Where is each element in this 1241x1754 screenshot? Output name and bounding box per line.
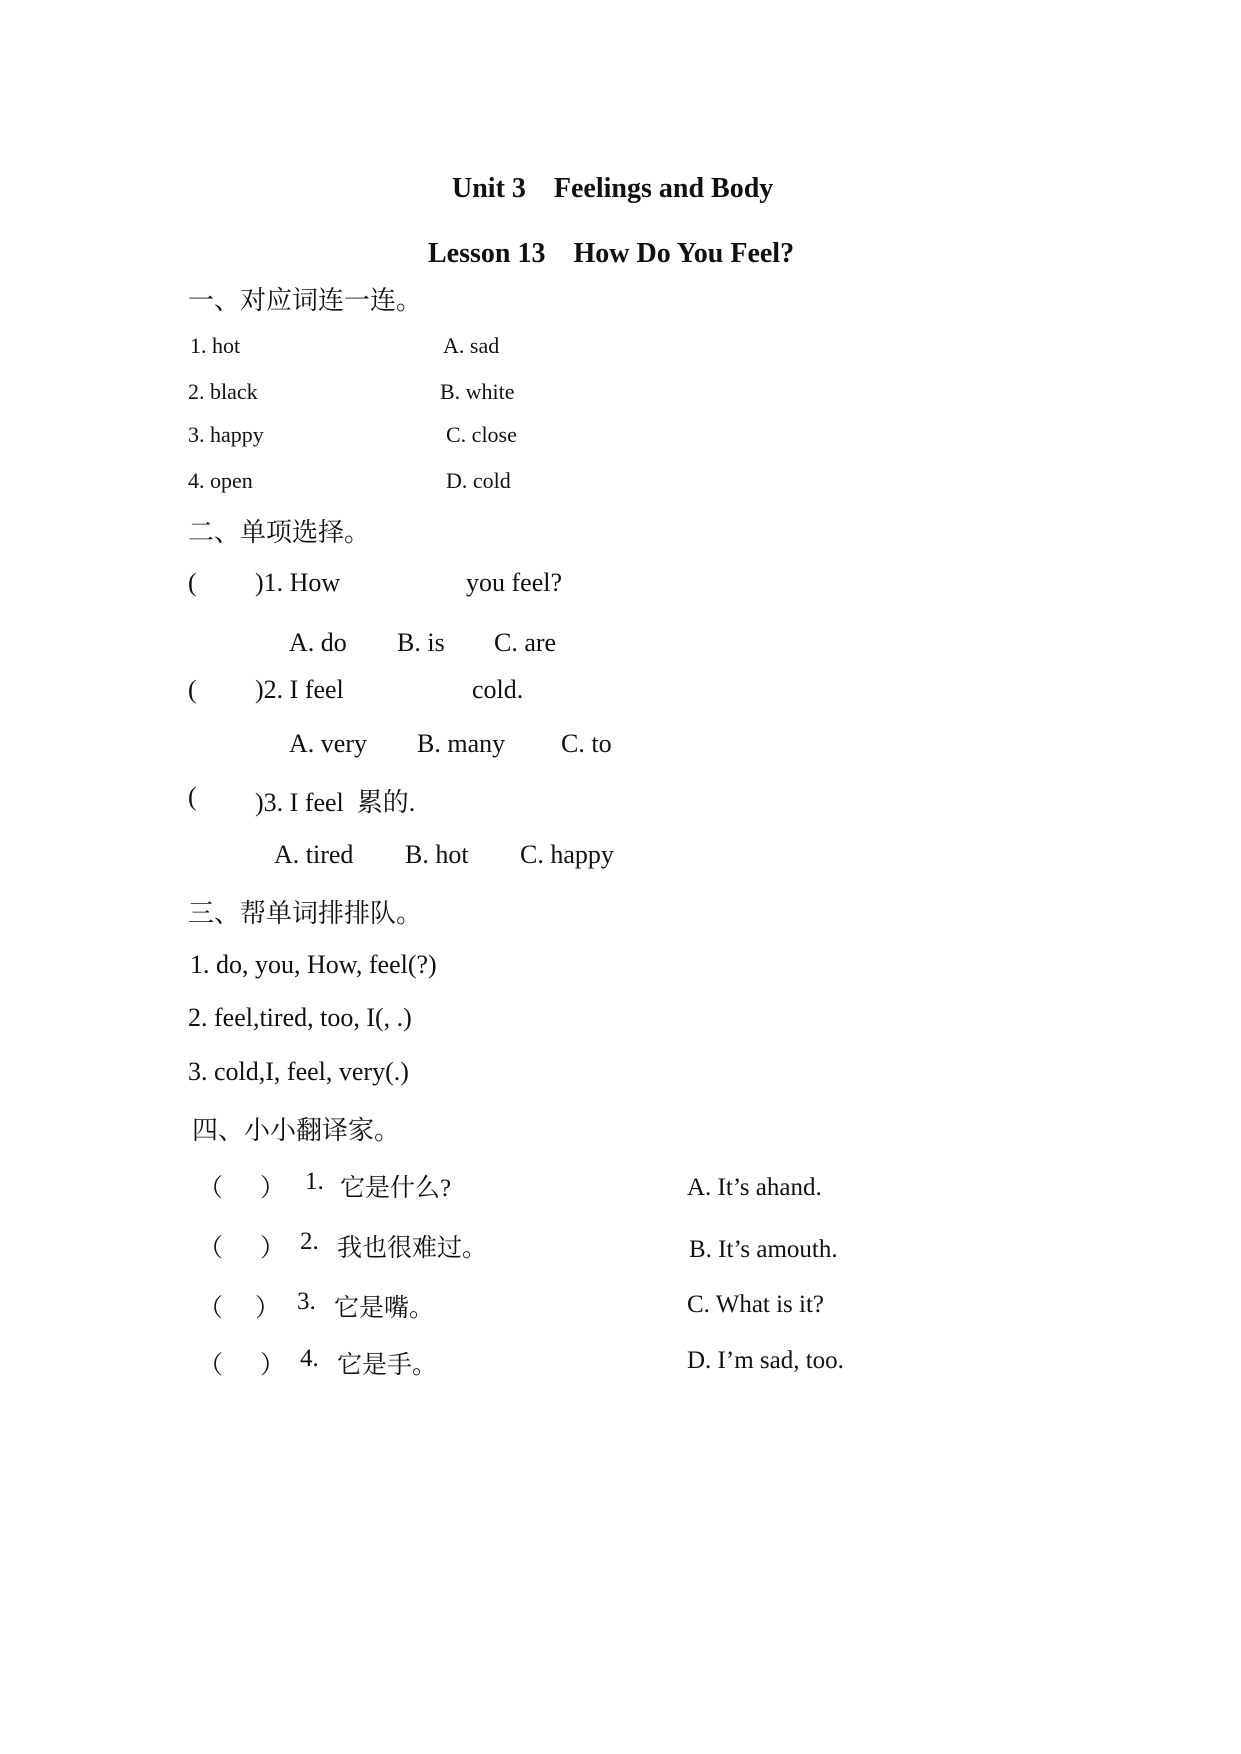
match-right-item: B. white <box>440 379 515 404</box>
item-number: 2. <box>300 1228 319 1255</box>
option-a: A. very <box>289 729 367 758</box>
section3-heading: 三、帮单词排排队。 <box>188 899 423 928</box>
option-a: A. do <box>289 628 347 657</box>
question-stem: )2. I feel <box>255 675 344 704</box>
answer-paren-open: （ <box>198 1352 224 1379</box>
section4-heading: 四、小小翻译家。 <box>192 1116 401 1145</box>
option-c: C. to <box>561 729 612 758</box>
reorder-item: 2. feel,tired, too, I(, .) <box>188 1003 412 1032</box>
answer-paren: ( <box>188 675 197 704</box>
match-right-item: C. close <box>446 422 517 447</box>
item-number: 1. <box>305 1168 324 1195</box>
option-a: A. tired <box>274 840 354 869</box>
lesson-title: Lesson 13 How Do You Feel? <box>428 238 795 269</box>
answer-paren-open: （ <box>198 1235 224 1262</box>
match-left-item: 4. open <box>188 468 253 493</box>
answer-paren: ( <box>188 568 197 597</box>
item-chinese: 它是什么? <box>340 1175 452 1202</box>
item-number: 3. <box>297 1288 316 1315</box>
question-stem-end: you feel? <box>466 568 563 597</box>
question-stem-end: cold. <box>472 675 524 704</box>
answer-paren-close: ） <box>255 1295 281 1322</box>
reorder-item: 3. cold,I, feel, very(.) <box>188 1057 409 1086</box>
item-chinese: 它是手。 <box>337 1352 438 1379</box>
item-number: 4. <box>300 1345 319 1372</box>
answer-paren-close: ） <box>260 1352 286 1379</box>
item-chinese: 我也很难过。 <box>337 1235 488 1262</box>
section2-heading: 二、单项选择。 <box>188 518 371 547</box>
option-c: C. happy <box>520 840 614 869</box>
section1-heading: 一、对应词连一连。 <box>188 286 423 315</box>
match-left-item: 1. hot <box>190 333 241 358</box>
unit-title: Unit 3 Feelings and Body <box>452 173 774 204</box>
answer-paren-close: ） <box>260 1235 286 1262</box>
option-b: B. is <box>397 628 445 657</box>
translation-answer: D. I’m sad, too. <box>687 1347 844 1374</box>
answer-paren-close: ） <box>260 1175 286 1202</box>
match-left-item: 2. black <box>188 379 258 404</box>
match-right-item: D. cold <box>446 468 511 493</box>
option-c: C. are <box>494 628 557 657</box>
translation-answer: C. What is it? <box>687 1291 825 1318</box>
match-left-item: 3. happy <box>188 422 264 447</box>
item-chinese: 它是嘴。 <box>334 1295 435 1322</box>
answer-paren-open: （ <box>198 1175 224 1202</box>
translation-answer: A. It’s ahand. <box>687 1174 822 1201</box>
reorder-item: 1. do, you, How, feel(?) <box>190 950 437 979</box>
answer-paren-open: （ <box>198 1295 224 1322</box>
translation-answer: B. It’s amouth. <box>689 1236 838 1263</box>
option-b: B. hot <box>405 840 469 869</box>
answer-paren: ( <box>188 782 197 811</box>
match-right-item: A. sad <box>443 333 500 358</box>
question-stem: )3. I feel 累的. <box>255 788 416 817</box>
question-stem: )1. How <box>255 568 341 597</box>
option-b: B. many <box>417 729 506 758</box>
